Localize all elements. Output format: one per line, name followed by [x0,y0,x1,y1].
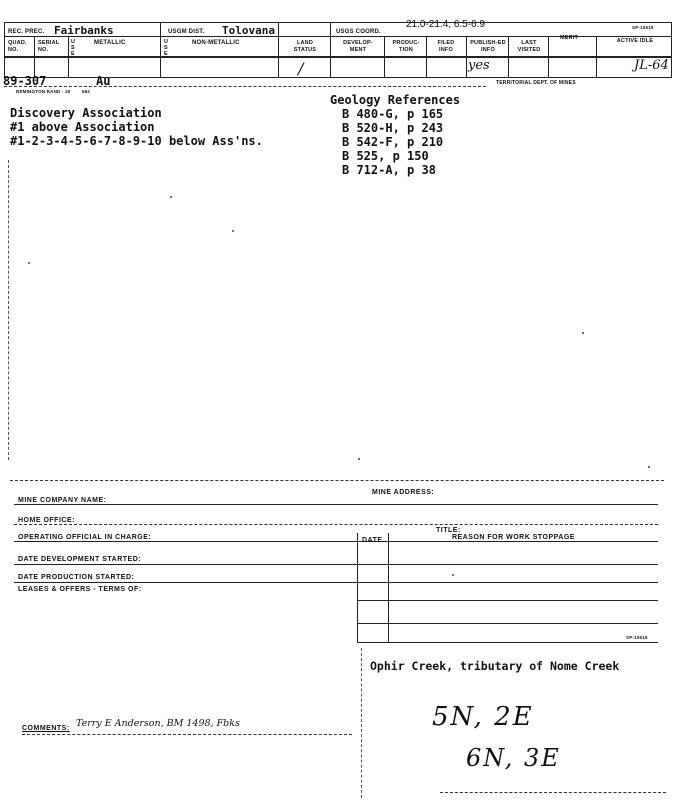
col-divider [508,36,509,77]
bottom-edge-line [440,792,666,793]
geology-title: Geology References [330,93,461,107]
geology-ref: B 542-F, p 210 [342,135,444,149]
u-header: U [164,39,169,45]
dev-started-label: DATE DEVELOPMENT STARTED: [18,556,142,563]
home-office-rule [14,524,658,525]
filed-info-header: FILED INFO [437,40,455,53]
scan-speck [452,574,454,576]
township-range-2: 6N, 3E [466,744,561,772]
geology-ref: B 480-G, p 165 [342,107,444,121]
rec-prec-label: REC. PREC. [8,29,45,35]
title-label: TITLE: [436,527,461,534]
stoppage-left-border [357,533,358,643]
land-status-value: / [298,59,304,78]
stoppage-row [358,623,658,624]
u-header: U [71,39,76,45]
scan-speck [170,196,172,198]
col-divider [466,36,467,77]
reason-column-header: REASON FOR WORK STOPPAGE [452,534,575,541]
location-box-border [361,648,362,798]
col-divider [596,36,597,77]
scan-speck [358,458,360,460]
development-header: DEVELOP-MENT [343,40,373,53]
land-status-header: LAND STATUS [293,40,317,53]
usgm-dist-value: Tolovana [222,24,275,37]
s-header: S [71,45,75,51]
active-idle-header: ACTIVE IDLE [616,38,654,44]
date-column-header: DATE [362,537,383,544]
remington-code: 662 [82,89,91,94]
published-info-value: yes [468,58,490,73]
mine-company-label: MINE COMPANY NAME: [18,497,107,504]
quad-no-header: QUAD. NO. [8,40,27,53]
location-description: Ophir Creek, tributary of Nome Creek [370,659,620,673]
serial-no-header: SERIAL NO. [38,40,60,53]
mine-address-label: MINE ADDRESS: [372,489,435,496]
production-header: PRODUC-TION [392,40,420,53]
comments-label: COMMENTS: [22,725,70,732]
stoppage-date-border [388,533,389,643]
stoppage-row [358,600,658,601]
claim-item: #1 above Association [10,120,155,134]
scan-speck [28,262,30,264]
lower-form-top [10,480,664,481]
scan-speck [232,230,234,232]
header-bottom-rule [4,56,672,58]
scan-speck [648,466,650,468]
metallic-header: METALLIC [94,40,126,46]
col-divider [160,22,161,77]
comments-underline [22,734,352,735]
geology-ref: B 520-H, p 243 [342,121,444,135]
dev-rule [14,564,658,565]
home-office-label: HOME OFFICE: [18,517,75,524]
col-divider [330,22,331,77]
form-number-2: SP-10615 [626,635,648,640]
active-idle-value: JL-64 [634,58,669,73]
col-divider [4,22,5,77]
leases-label: LEASES & OFFERS - TERMS OF: [18,586,142,593]
scan-speck [582,332,584,334]
col-divider [278,22,279,77]
mine-row-rule [14,504,658,505]
rec-prec-value: Fairbanks [54,24,114,37]
prod-rule [14,582,658,583]
merit-header: MERIT [560,35,579,41]
territorial-imprint: TERRITORIAL DEPT. OF MINES [496,80,576,86]
serial-value: 89-307 [3,74,47,88]
col-divider [548,36,549,77]
comments-text: Terry E Anderson, BM 1498, Fbks [76,718,240,729]
s-header: S [164,45,168,51]
record-baseline [4,86,486,87]
geology-ref: B 525, p 150 [342,149,429,163]
metallic-value: Au [96,74,111,88]
last-visited-header: LAST VISITED [517,40,541,53]
col-divider [68,36,69,77]
col-divider [671,22,672,77]
usgs-coord-label: USGS COORD. [336,29,381,35]
form-number: SP-10615 [632,25,654,30]
col-divider [384,36,385,77]
geology-ref: B 712-A, p 38 [342,163,436,177]
usgm-dist-label: USGM DIST. [168,29,205,35]
remington-imprint: REMINGTON RAND - 20 [16,89,71,94]
left-edge [8,160,9,460]
e-header: E [164,51,168,57]
claim-item: #1-2-3-4-5-6-7-8-9-10 below Ass'ns. [10,134,263,148]
township-range-1: 5N, 2E [432,702,534,732]
claim-item: Discovery Association [10,106,162,120]
published-info-header: PUBLISH-ED INFO [470,40,506,53]
operating-official-label: OPERATING OFFICIAL IN CHARGE: [18,534,152,541]
col-divider [34,36,35,77]
prod-started-label: DATE PRODUCTION STARTED: [18,574,135,581]
stoppage-row [358,642,658,643]
col-divider [426,36,427,77]
usgs-coord-value: 21.0-21.4, 6.5-6.9 [406,19,485,30]
operating-rule [14,541,658,542]
non-metallic-header: NON-METALLIC [192,40,240,46]
e-header: E [71,51,75,57]
header-top-rule [4,22,672,23]
